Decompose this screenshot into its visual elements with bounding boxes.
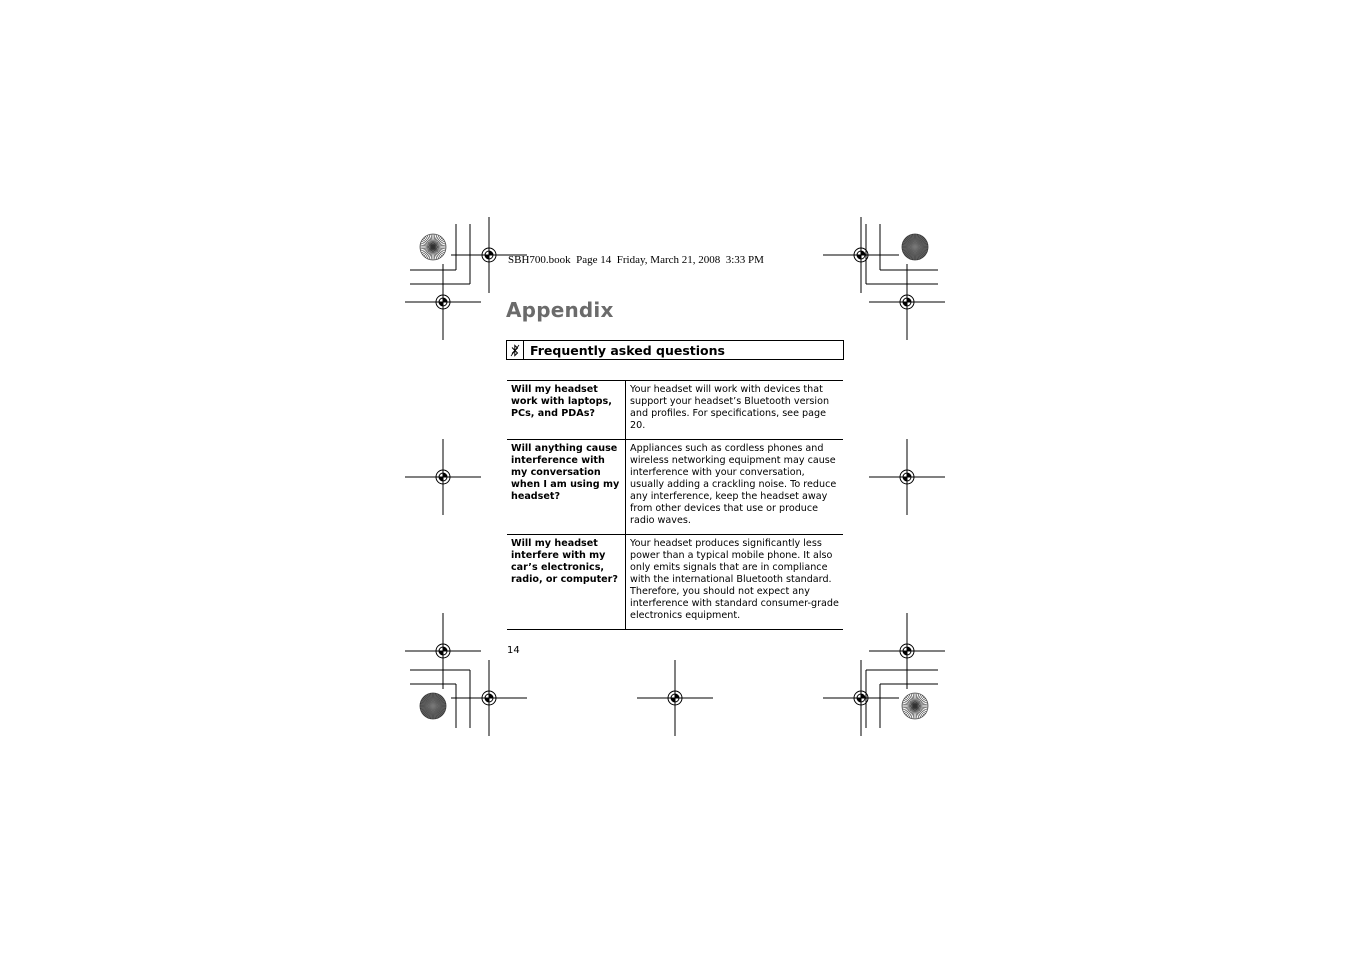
faq-question: Will my headset interfere with my car’s electronics, radio, or computer? — [507, 535, 626, 630]
faq-row — [507, 535, 843, 630]
bluetooth-icon — [507, 341, 524, 359]
density-target-icon — [902, 234, 928, 260]
registration-mark-icon — [869, 439, 945, 515]
faq-row — [507, 440, 843, 535]
section-title: Frequently asked questions — [530, 342, 725, 358]
starburst-target-icon — [902, 693, 928, 719]
page-number: 14 — [507, 645, 520, 656]
page-title: Appendix — [506, 298, 614, 322]
faq-answer: Your headset produces significantly less power than a typical mobile phone. It also only emits signals that are in compliance with the international Bluetooth standard. Therefore, you should not expect any interference with standard consumer-grade electronics equipment. — [626, 535, 843, 630]
section-header — [506, 340, 844, 360]
starburst-target-icon — [420, 234, 446, 260]
faq-question: Will anything cause interference with my conversation when I am using my headset? — [507, 440, 626, 535]
registration-mark-icon — [451, 660, 527, 736]
faq-row — [507, 381, 843, 440]
registration-mark-icon — [823, 217, 899, 293]
registration-mark-icon — [637, 660, 713, 736]
registration-mark-icon — [823, 660, 899, 736]
registration-mark-icon — [869, 613, 945, 689]
density-target-icon — [420, 693, 446, 719]
faq-table — [507, 380, 843, 630]
faq-answer: Your headset will work with devices that support your headset’s Bluetooth version and profiles. For specifications, see page 20. — [626, 381, 843, 440]
registration-mark-icon — [405, 439, 481, 515]
registration-mark-icon — [869, 264, 945, 340]
print-header-file-info: SBH700.book Page 14 Friday, March 21, 2008 3:33 PM — [508, 254, 764, 266]
faq-answer: Appliances such as cordless phones and wireless networking equipment may cause interference with your conversation, usually adding a crackling noise. To reduce any interference, keep the headset away from other devices that use or produce radio waves. — [626, 440, 843, 535]
faq-question: Will my headset work with laptops, PCs, and PDAs? — [507, 381, 626, 440]
